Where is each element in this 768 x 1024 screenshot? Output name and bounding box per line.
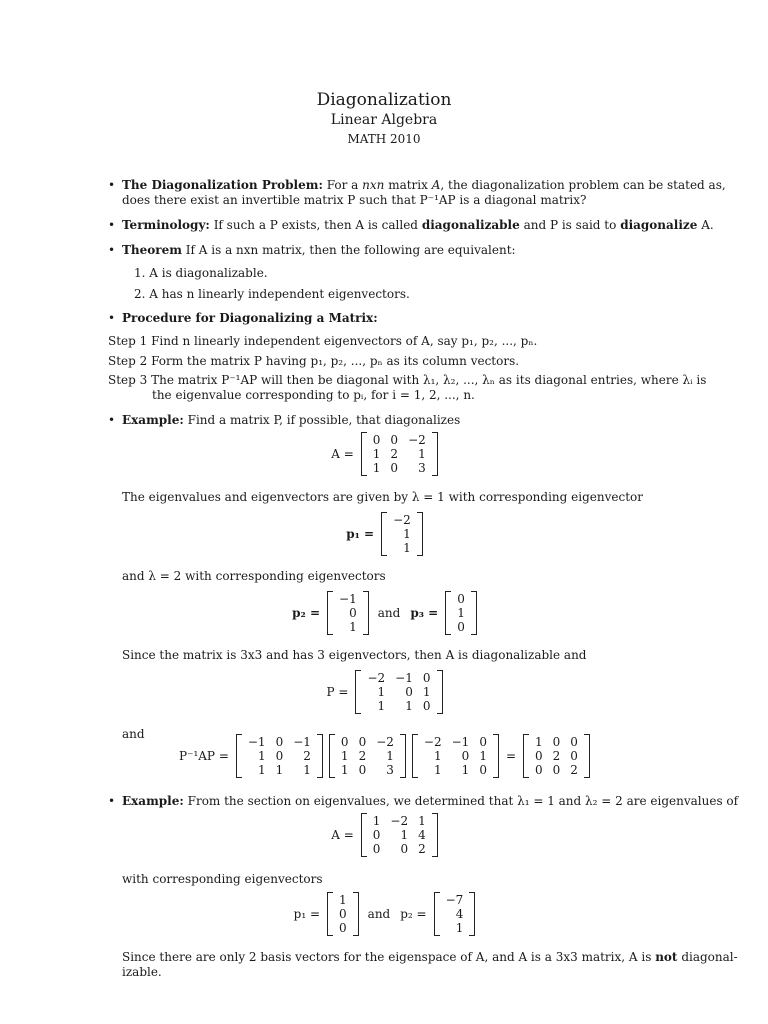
example1-matrix-D [523, 734, 590, 778]
matrix-row [368, 842, 431, 856]
example2-vector-p2 [434, 892, 476, 936]
matrix-entry: 0 [457, 592, 465, 606]
matrix-row [419, 749, 492, 763]
terminology-bold-2: diagonalize [620, 218, 698, 232]
matrix-entry: 0 [457, 620, 465, 634]
bullet-1: • [108, 178, 116, 192]
matrix-entry: 0 [552, 763, 561, 777]
example2-since-line2: izable. [122, 965, 162, 979]
matrix-entry: 1 [433, 749, 442, 763]
matrix-row [243, 735, 316, 749]
matrix-row [362, 685, 435, 699]
example2-text: From the section on eigenvalues, we determined that λ₁ = 1 and λ₂ = 2 are eigenvalues of [187, 794, 739, 808]
matrix-entry: 1 [372, 814, 381, 828]
matrix-entry: 0 [479, 763, 487, 777]
matrix-entry: 0 [422, 699, 431, 713]
example1-and-text: and λ = 2 with corresponding eigenvectors [122, 569, 386, 583]
example2-and-word: and [367, 906, 391, 921]
matrix-entry: 1 [349, 620, 357, 634]
procedure-label: Procedure for Diagonalizing a Matrix: [122, 311, 378, 325]
terminology-text-1: If such a P exists, then A is called [213, 218, 418, 232]
bullet-5: • [108, 413, 116, 427]
example2-with-text: with corresponding eigenvectors [122, 872, 323, 886]
course-code: MATH 2010 [347, 132, 421, 146]
matrix-row [334, 907, 352, 921]
bullet-4: • [108, 311, 116, 325]
matrix-entry: 1 [386, 749, 394, 763]
matrix-entry: 0 [461, 749, 470, 763]
example2-label: Example: [122, 794, 184, 808]
example1-eig-text: The eigenvalues and eigenvectors are given by λ = 1 with corresponding eigenvector [122, 490, 643, 504]
matrix-row [441, 907, 469, 921]
matrix-entry: 0 [570, 749, 578, 763]
example2-matrix-A-eq [0, 813, 768, 857]
matrix-entry: 1 [377, 685, 386, 699]
procedure-step-3a: Step 3 The matrix P⁻¹AP will then be diagonal with λ₁, λ₂, ..., λₙ as its diagonal entries, where λᵢ is [108, 373, 707, 387]
bullet-2: • [108, 218, 116, 232]
matrix-entry: 1 [535, 735, 543, 749]
example1-and2: and [122, 727, 145, 741]
matrix-entry: 0 [372, 842, 381, 856]
procedure-heading [122, 311, 378, 326]
example1-text: Find a matrix P, if possible, that diagonalizes [187, 413, 461, 427]
matrix-entry: 4 [418, 828, 426, 842]
matrix-table [334, 592, 362, 634]
example1-A-label: A = [331, 446, 354, 461]
example1-p2-label: p₂ = [292, 605, 321, 620]
matrix-table [388, 513, 416, 555]
diag-problem-line2: does there exist an invertible matrix P such that P⁻¹AP is a diagonal matrix? [122, 193, 587, 207]
procedure-step-1: Step 1 Find n linearly independent eigenvectors of A, say p₁, p₂, ..., pₙ. [108, 334, 538, 348]
matrix-entry: 1 [340, 749, 349, 763]
matrix-table [336, 735, 399, 777]
terminology-label: Terminology: [122, 218, 210, 232]
matrix-row [368, 828, 431, 842]
example1-vector-p3 [445, 591, 477, 635]
matrix-row [419, 735, 492, 749]
example1-P-label: P = [326, 684, 349, 699]
matrix-entry: 1 [257, 763, 266, 777]
matrix-entry: 0 [400, 842, 409, 856]
matrix-entry: 1 [403, 541, 411, 555]
example1-matrix-A-again [329, 734, 406, 778]
matrix-table [441, 893, 469, 935]
matrix-entry: 1 [403, 527, 411, 541]
matrix-entry: 0 [479, 735, 487, 749]
bullet-3: • [108, 243, 116, 257]
matrix-entry: −2 [376, 735, 394, 749]
matrix-entry: 2 [552, 749, 561, 763]
example1-p1-label: p₁ = [346, 526, 375, 541]
matrix-entry: 1 [405, 699, 413, 713]
matrix-entry: −2 [423, 735, 442, 749]
example2-intro [122, 794, 738, 809]
example2-p1-p2-eq [0, 892, 768, 936]
matrix-row [368, 433, 431, 447]
diag-problem-text-c: matrix [384, 178, 432, 192]
matrix-entry: 1 [418, 814, 426, 828]
matrix-table [368, 814, 431, 856]
matrix-row [334, 921, 352, 935]
diag-problem-label: The Diagonalization Problem: [122, 178, 323, 192]
diag-problem-text-b: nxn [362, 178, 385, 192]
matrix-table [334, 893, 352, 935]
matrix-table [362, 671, 435, 713]
matrix-row [388, 513, 416, 527]
example1-p1-eq [0, 512, 768, 556]
matrix-entry: 0 [339, 921, 347, 935]
example2-since-line1 [122, 950, 738, 965]
diag-problem-text-a: For a [326, 178, 363, 192]
matrix-entry: 2 [570, 763, 578, 777]
matrix-entry: 1 [418, 447, 426, 461]
matrix-entry: −1 [395, 671, 413, 685]
example1-product-eq [0, 734, 768, 778]
theorem-label: Theorem [122, 243, 182, 257]
terminology-bold-1: diagonalizable [421, 218, 520, 232]
example1-intro [122, 413, 460, 428]
matrix-entry: 2 [418, 842, 426, 856]
matrix-row [362, 699, 435, 713]
diag-problem-text-e: , the diagonalization problem can be stated as, [440, 178, 726, 192]
matrix-entry: 1 [400, 828, 409, 842]
bullet-6: • [108, 794, 116, 808]
page-title: Diagonalization [316, 90, 452, 110]
theorem-item-2: 2. A has n linearly independent eigenvectors. [134, 287, 410, 301]
example1-since-text: Since the matrix is 3x3 and has 3 eigenvectors, then A is diagonalizable and [122, 648, 587, 662]
example2-since-a: Since there are only 2 basis vectors for the eigenspace of A, and A is a 3x3 matrix, A is [122, 950, 652, 964]
matrix-row [368, 447, 431, 461]
matrix-entry: 1 [339, 893, 347, 907]
matrix-row [441, 921, 469, 935]
example2-p1-label: p₁ = [293, 906, 321, 921]
matrix-entry: 1 [377, 699, 386, 713]
example1-equals: = [505, 748, 517, 763]
matrix-entry: 0 [390, 461, 399, 475]
matrix-row [334, 606, 362, 620]
terminology-text-3: A. [701, 218, 714, 232]
theorem-item-1: 1. A is diagonalizable. [134, 266, 268, 280]
matrix-row [419, 763, 492, 777]
matrix-table [452, 592, 470, 634]
matrix-entry: 0 [349, 606, 357, 620]
matrix-row [368, 814, 431, 828]
matrix-entry: 1 [479, 749, 487, 763]
example1-and-word: and [377, 605, 401, 620]
example2-vector-p1 [327, 892, 359, 936]
terminology-line [122, 218, 714, 233]
page-subtitle: Linear Algebra [330, 112, 438, 128]
example1-matrix-P [355, 670, 442, 714]
matrix-entry: 1 [275, 763, 284, 777]
example1-vector-p1 [381, 512, 423, 556]
matrix-entry: 1 [461, 763, 470, 777]
matrix-row [388, 541, 416, 555]
matrix-row [530, 735, 583, 749]
matrix-entry: 1 [303, 763, 311, 777]
example2-p2-label: p₂ = [400, 906, 427, 921]
matrix-row [243, 763, 316, 777]
example1-matrix-Pinv [236, 734, 323, 778]
diag-problem-text-d: A [431, 178, 441, 192]
matrix-entry: 0 [570, 735, 578, 749]
matrix-entry: 0 [275, 749, 284, 763]
example1-vector-p2 [327, 591, 369, 635]
matrix-entry: 0 [535, 763, 543, 777]
terminology-text-2: and P is said to [523, 218, 617, 232]
matrix-entry: 0 [390, 433, 399, 447]
matrix-table [243, 735, 316, 777]
matrix-entry: 4 [455, 907, 464, 921]
matrix-entry: 2 [390, 447, 399, 461]
matrix-entry: −2 [367, 671, 386, 685]
matrix-entry: 1 [422, 685, 431, 699]
theorem-text: If A is a nxn matrix, then the following are equivalent: [185, 243, 516, 257]
matrix-row [336, 749, 399, 763]
matrix-row [388, 527, 416, 541]
matrix-row [336, 763, 399, 777]
matrix-row [334, 893, 352, 907]
matrix-row [530, 749, 583, 763]
matrix-table [368, 433, 431, 475]
matrix-entry: −2 [390, 814, 409, 828]
matrix-entry: 1 [340, 763, 349, 777]
matrix-entry: 3 [418, 461, 426, 475]
matrix-row [452, 592, 470, 606]
matrix-entry: 0 [372, 828, 381, 842]
example1-p3-label: p₃ = [410, 605, 439, 620]
matrix-entry: 1 [433, 763, 442, 777]
procedure-step-3b: the eigenvalue corresponding to pᵢ, for i = 1, 2, ..., n. [152, 388, 475, 402]
matrix-row [452, 606, 470, 620]
matrix-entry: 0 [358, 763, 367, 777]
matrix-entry: 1 [372, 447, 381, 461]
example2-A-label: A = [331, 827, 354, 842]
matrix-entry: 0 [552, 735, 561, 749]
matrix-entry: −7 [445, 893, 464, 907]
matrix-entry: −1 [247, 735, 266, 749]
example1-matrix-P-again [412, 734, 499, 778]
example2-matrix-A [361, 813, 438, 857]
matrix-row [441, 893, 469, 907]
matrix-row [334, 620, 362, 634]
matrix-entry: −1 [293, 735, 311, 749]
matrix-row [243, 749, 316, 763]
matrix-entry: 0 [535, 749, 543, 763]
matrix-row [334, 592, 362, 606]
matrix-entry: 1 [372, 461, 381, 475]
matrix-row [368, 461, 431, 475]
matrix-entry: −2 [393, 513, 411, 527]
example1-product-label: P⁻¹AP = [179, 748, 229, 763]
matrix-entry: 0 [340, 735, 349, 749]
matrix-entry: 1 [257, 749, 266, 763]
matrix-table [530, 735, 583, 777]
matrix-entry: 1 [455, 921, 464, 935]
example2-not-word: not [655, 950, 678, 964]
example1-matrix-A [361, 432, 438, 476]
matrix-row [452, 620, 470, 634]
matrix-entry: 0 [372, 433, 381, 447]
matrix-entry: 0 [339, 907, 347, 921]
theorem-line [122, 243, 516, 258]
matrix-entry: 2 [358, 749, 367, 763]
matrix-entry: −1 [451, 735, 470, 749]
matrix-entry: 1 [457, 606, 465, 620]
matrix-entry: −1 [339, 592, 357, 606]
matrix-row [362, 671, 435, 685]
diag-problem-line1 [122, 178, 726, 193]
matrix-row [336, 735, 399, 749]
matrix-entry: 0 [405, 685, 413, 699]
procedure-step-2: Step 2 Form the matrix P having p₁, p₂, ..., pₙ as its column vectors. [108, 354, 520, 368]
matrix-entry: 0 [275, 735, 284, 749]
matrix-row [530, 763, 583, 777]
example1-p2-p3-eq [0, 591, 768, 635]
matrix-entry: 3 [386, 763, 394, 777]
example1-label: Example: [122, 413, 184, 427]
matrix-entry: 2 [303, 749, 311, 763]
example2-since-b: diagonal- [681, 950, 738, 964]
matrix-table [419, 735, 492, 777]
example1-P-eq [0, 670, 768, 714]
matrix-entry: 0 [422, 671, 431, 685]
example1-matrix-A-eq [0, 432, 768, 476]
matrix-entry: −2 [408, 433, 426, 447]
matrix-entry: 0 [358, 735, 367, 749]
